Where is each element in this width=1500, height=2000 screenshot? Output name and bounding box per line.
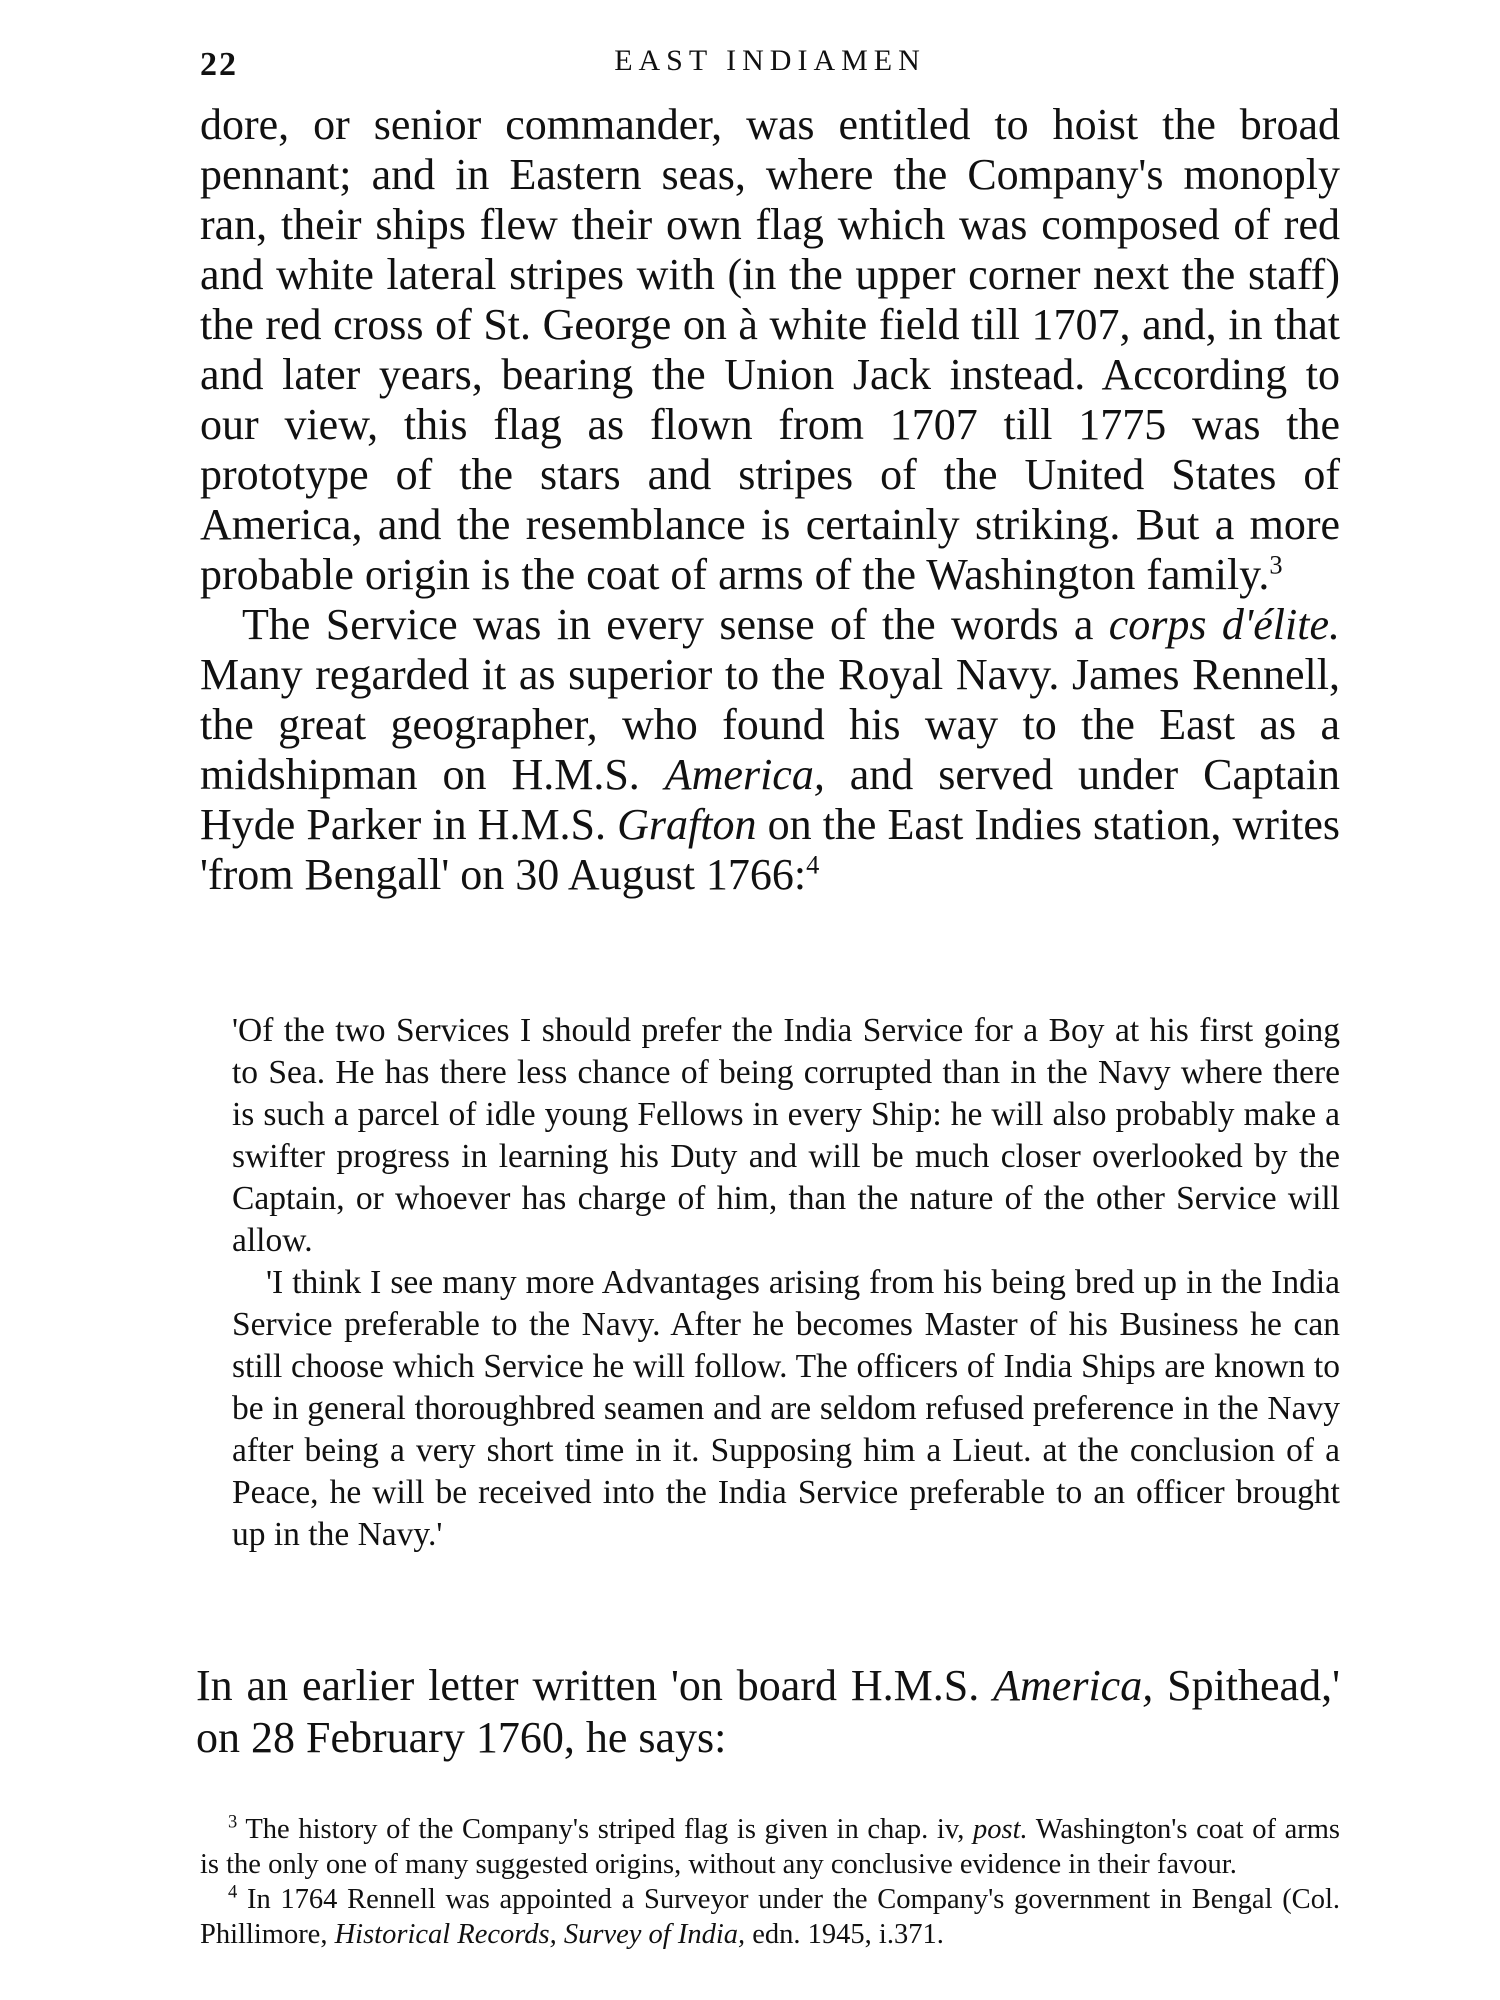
footnote-4 [200,1882,1340,1952]
paragraph-earlier-letter [196,1660,1340,1764]
footnotes [200,1812,1340,1952]
paragraph-service-text-2: Many regarded it as superior to the Royal Navy. James Rennell, the great geographer, who found his way to the East as a midshipman on H.M.S. [200,650,1340,799]
running-head: EAST INDIAMEN [614,44,926,77]
footnote-3-italic: post. [973,1814,1028,1845]
italic-corps-delite: corps d'élite. [1108,600,1340,649]
earlier-letter-text-1: In an earlier letter written 'on board H.M.S. [196,1661,994,1710]
earlier-letter-text-2: Spithead,' on 28 February 1760, he says: [196,1661,1340,1762]
italic-ship-grafton: Grafton [617,800,757,849]
quote-paragraph-2: 'I think I see many more Advantages arising from his being bred up in the India Service preferable to the Navy. After he becomes Master of his Business he can still choose which Service he will follow. The officers of India Ships are known to be in general thoroughbred seamen and are seldom refused preference in the Navy after being a very short time in it. Supposing him a Lieut. at the conclusion of a Peace, he will be received into the India Service preferable to an officer brought up in the Navy.' [232,1264,1340,1553]
block-quote [232,1010,1340,1556]
footnote-3-text-1: The history of the Company's striped flag is given in chap. iv, [237,1814,974,1845]
paragraph-service-text-1: The Service was in every sense of the words a [242,600,1109,649]
paragraph-service-text-3: and served under Captain Hyde Parker in H.M.S. [200,750,1341,849]
after-quote-text [196,1660,1340,1764]
paragraph-service-text-4: on the East Indies station, writes 'from Bengall' on 30 August 1766: [200,800,1340,899]
paragraph-service [200,600,1340,900]
italic-ship-america-2: America, [993,1661,1154,1710]
footnote-4-mark: 4 [228,1881,238,1903]
footnote-4-text-2: edn. 1945, i.371. [745,1919,944,1950]
italic-ship-america: America, [664,750,825,799]
paragraph-flag-text: dore, or senior commander, was entitled to hoist the broad pennant; and in Eastern seas, where the Company's monoply ran, their ships flew their own flag which was composed of red and white lateral stripes with (in the upper corner next the staff) the red cross of St. George on à white field till 1707, and, in that and later years, bearing the Union Jack instead. According to our view, this flag as flown from 1707 till 1775 was the prototype of the stars and stripes of the United States of America, and the resemblance is certainly striking. But a more probable origin is the coat of arms of the Washington family. [200,100,1340,599]
footnote-4-text-1: In 1764 Rennell was appointed a Surveyor under the Company's government in Bengal (Col. Phillimore, [200,1884,1340,1950]
paragraph-flag [200,100,1340,600]
footnote-4-italic: Historical Records, Survey of India, [334,1919,746,1950]
page-number: 22 [200,46,238,83]
page-header [200,38,1340,88]
footnote-ref-4: 4 [806,849,820,880]
footnote-3-text-2: Washington's coat of arms is the only one of many suggested origins, without any conclusive evidence in their favour. [200,1814,1341,1880]
footnote-3 [200,1812,1340,1882]
quote-paragraph-1: 'Of the two Services I should prefer the India Service for a Boy at his first going to Sea. He has there less chance of being corrupted than in the Navy where there is such a parcel of idle young Fellows in every Ship: he will also probably make a swifter progress in learning his Duty and will be much closer overlooked by the Captain, or whoever has charge of him, than the nature of the other Service will allow. [232,1012,1340,1259]
footnote-3-mark: 3 [228,1811,238,1833]
footnote-ref-3: 3 [1269,549,1283,580]
main-text [200,100,1340,900]
